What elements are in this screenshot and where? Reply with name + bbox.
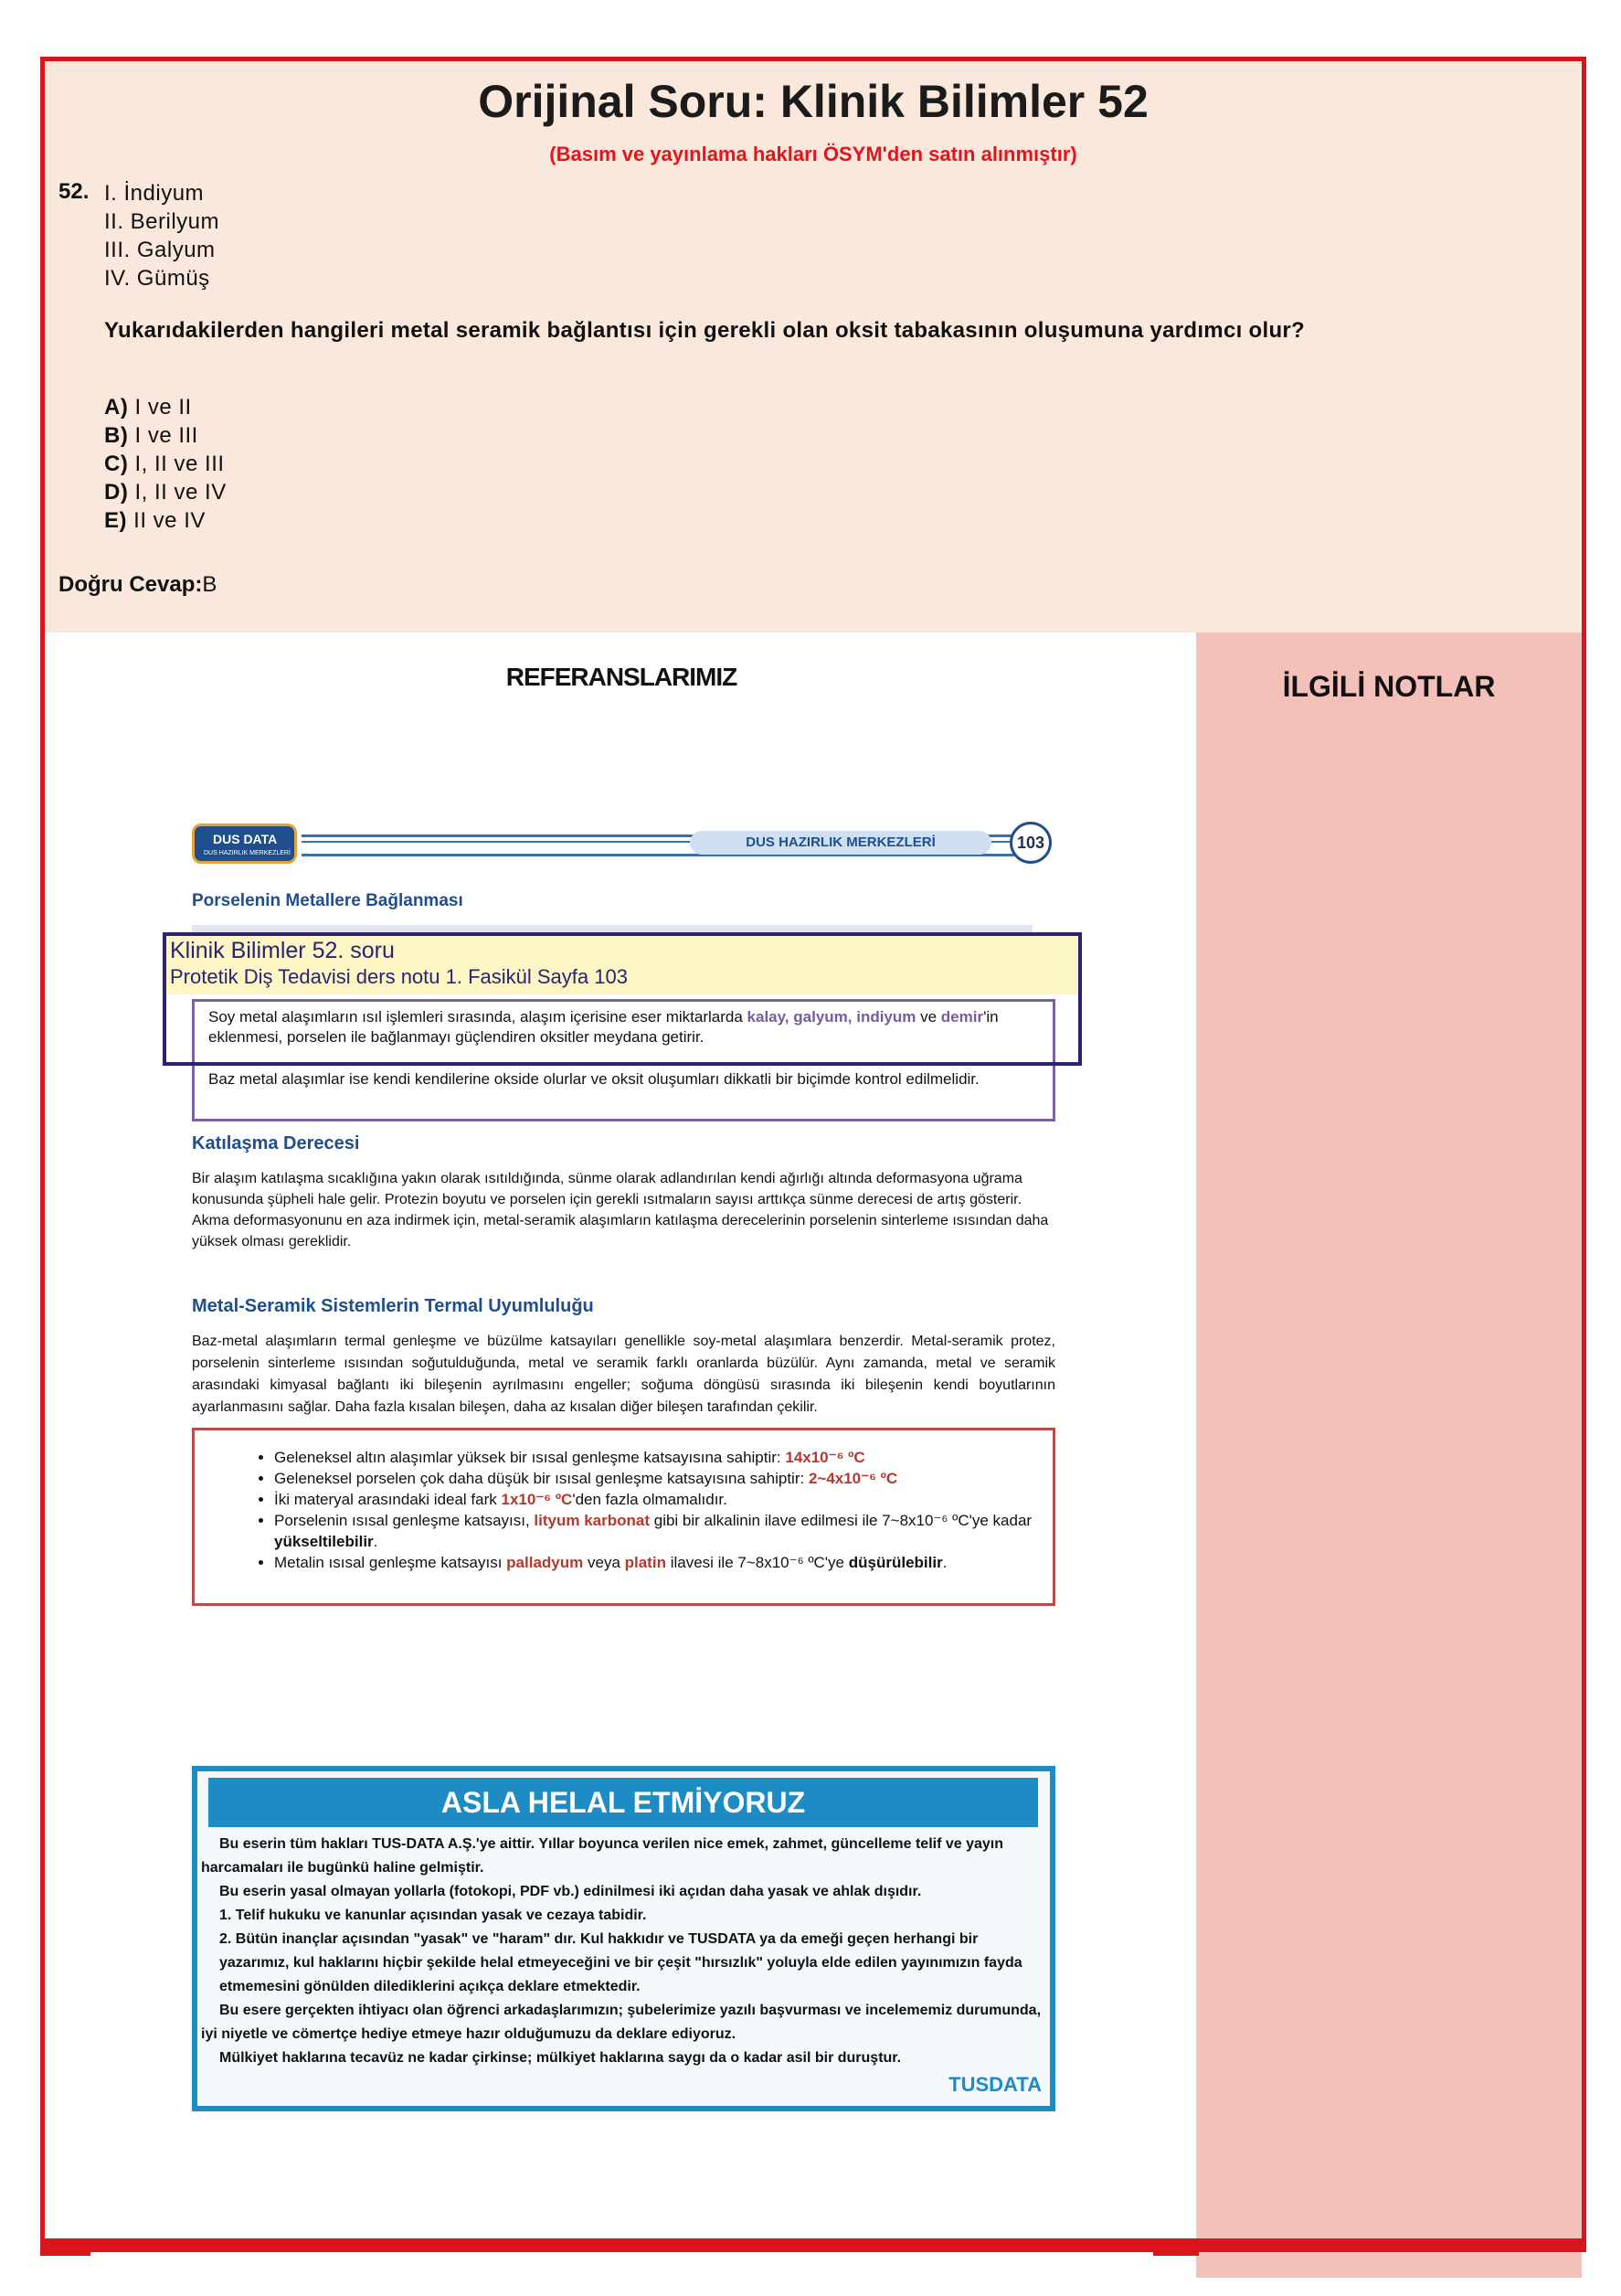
choice-text: II ve IV: [127, 508, 206, 533]
logo-subtext: DUS HAZIRLIK MERKEZLERİ: [204, 850, 291, 856]
question-stem: Yukarıdakilerden hangileri metal seramik bağlantısı için gerekli olan oksit tabakasının oluşumuna yardımcı olur?: [104, 318, 1306, 343]
question-number: 52.: [58, 179, 90, 204]
answer-choice: [104, 450, 227, 478]
choice-letter: D): [104, 480, 129, 505]
correct-answer: [58, 572, 217, 598]
question-items: [104, 179, 219, 292]
bullet-item: • Geleneksel altın alaşımlar yüksek bir ısısal genleşme katsayısına sahiptir: 14x10⁻⁶ ºC: [274, 1447, 1042, 1468]
answer-choice: [104, 393, 227, 421]
document-header: [192, 818, 1060, 873]
correct-answer-label: Doğru Cevap:: [58, 572, 203, 597]
answer-choice: [104, 421, 227, 450]
bottom-rule: [40, 2243, 1586, 2252]
bullet-item: • Geleneksel porselen çok daha düşük bir ısısal genleşme katsayısına sahiptir: 2~4x10⁻⁶ ºC: [274, 1468, 1042, 1489]
notes-title: İLGİLİ NOTLAR: [1282, 670, 1496, 703]
section-heading: Metal-Seramik Sistemlerin Termal Uyumluluğu: [192, 1296, 594, 1316]
choice-letter: C): [104, 452, 129, 476]
question-item: I. İndiyum: [104, 181, 205, 206]
notice-text: [201, 1833, 1042, 2070]
choice-letter: B): [104, 423, 129, 448]
bullet-item: • Metalin ısısal genleşme katsayısı palladyum veya platin ilavesi ile 7~8x10⁻⁶ ºC'ye düşürülebilir.: [274, 1552, 1042, 1573]
bullet-item: • İki materyal arasındaki ideal fark 1x10⁻⁶ ºC'den fazla olmamalıdır.: [274, 1489, 1042, 1510]
question-item: III. Galyum: [104, 238, 216, 262]
notice-paragraph: Bu eserin yasal olmayan yollarla (fotokopi, PDF vb.) edinilmesi iki açıdan daha yasak ve ahlak dışıdır.: [219, 1884, 922, 1899]
question-item: II. Berilyum: [104, 209, 220, 234]
notice-paragraph: Bu esere gerçekten ihtiyacı olan öğrenci arkadaşlarımızın; şubelerimize yazılı başvurması ve incelememiz durumunda, iyi niyetle ve cömertçe hediye etmeye hazır olduğumuzu da deklare ediyoruz.: [201, 2003, 1042, 2042]
page-title: Orijinal Soru: Klinik Bilimler 52: [478, 76, 1149, 127]
notice-title: ASLA HELAL ETMİYORUZ: [208, 1778, 1038, 1827]
logo-text: DUS DATA: [213, 832, 278, 846]
paragraph: Bir alaşım katılaşma sıcaklığına yakın olarak ısıtıldığında, sünme olarak adlandırılan kendi ağırlığı altında deformasyona uğrama konusunda şüpheli hale gelir. Protezin boyutu ve porselen için gerekli ısıtmaların sayısı arttıkça sünme derecesi de artış gösterir. Akma deformasyonunu en aza indirmek için, metal-seramik alaşımların katılaşma derecelerinin porselenin sinterleme ısısından daha yüksek olması gereklidir.: [192, 1171, 1049, 1249]
choice-text: I ve II: [128, 395, 192, 420]
choice-letter: A): [104, 395, 129, 420]
paragraph: Baz-metal alaşımların termal genleşme ve büzülme katsayıları genellikle soy-metal alaşımlara benzerdir. Metal-seramik protez, porselenin sinterleme ısısından soğutulduğunda, metal ve seramik farklı oranlarda büzülür. Aynı zamanda, metal ve seramik arasındaki kimyasal bağlantı iki bileşenin ayrılmasını engeller; soğuma döngüsü sırasında iki bileşenin kendi boyutlarının ayarlanmasını sağlar. Daha fazla kısalan bileşen, daha az kısalan diğer bileşen tarafından çekilir.: [192, 1334, 1055, 1415]
key-info-text: Soy metal alaşımların ısıl işlemleri sırasında, alaşım içerisine eser miktarlarda kalay, galyum, indiyum ve demir'in eklenmesi, porselen ile bağlanmayı güçlendiren oksitler meydana getirir.: [208, 1008, 999, 1046]
references-title: REFERANSLARIMIZ: [505, 663, 737, 691]
choice-text: I, II ve IV: [128, 480, 227, 505]
bottom-rule-tick: [40, 2252, 90, 2256]
key-info-text: Baz metal alaşımlar ise kendi kendilerine okside olurlar ve oksit oluşumları dikkatli bir biçimde kontrol edilmelidir.: [208, 1070, 980, 1088]
answer-choice: [104, 506, 227, 535]
choice-text: I, II ve III: [128, 452, 225, 476]
thermal-bullet-list: [219, 1447, 1042, 1573]
choice-letter: E): [104, 508, 127, 533]
reference-source: Protetik Diş Tedavisi ders notu 1. Fasikül Sayfa 103: [170, 965, 628, 988]
bullet-item: • Porselenin ısısal genleşme katsayısı, lityum karbonat gibi bir alkalinin ilave edilmesi ile 7~8x10⁻⁶ ºC'ye kadar yükseltilebilir.: [274, 1510, 1042, 1552]
notice-paragraph: 2. Bütün inançlar açısından "yasak" ve "haram" dır. Kul hakkıdır ve TUSDATA ya da emeği geçen herhangi bir yazarımız, kul haklarını hiçbir şekilde helal etmeyeceğini ve bir çeşit "hırsızlık" yoluyla elde edilen yayınımızın fayda etmemesini gönülden dilediklerini açıkça deklare etmektedir.: [219, 1931, 1022, 1994]
page-number-badge: 103: [1010, 822, 1052, 864]
section-heading: Katılaşma Derecesi: [192, 1133, 360, 1153]
copyright-subtitle: (Basım ve yayınlama hakları ÖSYM'den satın alınmıştır): [549, 143, 1077, 165]
reference-question: Klinik Bilimler 52. soru: [170, 938, 395, 963]
header-pill: DUS HAZIRLIK MERKEZLERİ: [690, 831, 991, 855]
correct-answer-value: B: [202, 572, 217, 597]
question-item: IV. Gümüş: [104, 266, 210, 291]
choice-text: I ve III: [128, 423, 198, 448]
notice-paragraph: Bu eserin tüm hakları TUS-DATA A.Ş.'ye aittir. Yıllar boyunca verilen nice emek, zahmet, güncelleme telif ve yayın harcamaları ile bugünkü haline gelmiştir.: [201, 1836, 1004, 1876]
dusdata-logo: [192, 824, 297, 864]
answer-choice: [104, 478, 227, 506]
notice-paragraph: 1. Telif hukuku ve kanunlar açısından yasak ve cezaya tabidir.: [219, 1908, 647, 1923]
answer-choices: [104, 393, 227, 535]
bottom-rule-tick: [1153, 2252, 1199, 2256]
tusdata-brand: TUSDATA: [948, 2073, 1042, 2096]
reference-highlight-box: [163, 932, 1082, 1066]
section-heading: Porselenin Metallere Bağlanması: [192, 891, 463, 910]
notice-paragraph: Mülkiyet haklarına tecavüz ne kadar çirkinse; mülkiyet haklarına saygı da o kadar asil bir duruştur.: [219, 2050, 902, 2066]
